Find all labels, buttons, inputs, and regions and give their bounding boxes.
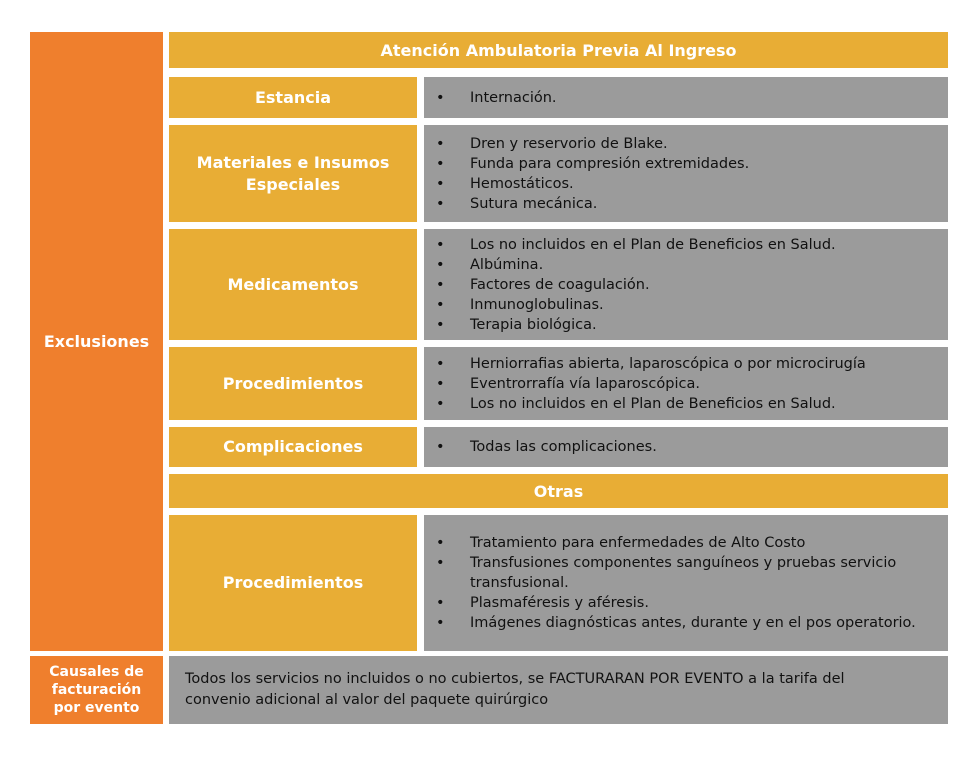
list-item: • Herniorrafias abierta, laparoscópica o por microcirugía (424, 354, 866, 374)
list-item: • Plasmaféresis y aféresis. (424, 593, 934, 613)
otras-header: Otras (169, 474, 948, 508)
list-item: • Todas las complicaciones. (424, 437, 657, 457)
table-header: Atención Ambulatoria Previa Al Ingreso (169, 32, 948, 68)
list-item: • Eventrorrafía vía laparoscópica. (424, 374, 866, 394)
billing-note: Todos los servicios no incluidos o no cubiertos, se FACTURARAN POR EVENTO a la tarifa del convenio adicional al valor del paquete quirúrgico (169, 656, 948, 724)
section-label-estancia: Estancia (169, 77, 417, 118)
section-items-materiales (424, 125, 948, 222)
list-item: • Tratamiento para enfermedades de Alto Costo (424, 533, 934, 553)
exclusions-label: Exclusiones (30, 32, 163, 651)
section-label-medicamentos: Medicamentos (169, 229, 417, 340)
list-item: • Funda para compresión extremidades. (424, 154, 749, 174)
section-items-medicamentos (424, 229, 948, 340)
section-items-estancia (424, 77, 948, 118)
list-item: • Los no incluidos en el Plan de Beneficios en Salud. (424, 235, 836, 255)
section-label-complicaciones: Complicaciones (169, 427, 417, 467)
list-item: • Los no incluidos en el Plan de Beneficios en Salud. (424, 394, 866, 414)
billing-causes-label: Causales de facturación por evento (30, 656, 163, 724)
list-item: • Transfusiones componentes sanguíneos y pruebas servicio transfusional. (424, 553, 934, 593)
section-label-procedimientos: Procedimientos (169, 347, 417, 420)
section-items-otras (424, 515, 948, 651)
section-items-complicaciones (424, 427, 948, 467)
section-label-materiales: Materiales e Insumos Especiales (169, 125, 417, 222)
section-label-otras-procedimientos: Procedimientos (169, 515, 417, 651)
list-item: • Factores de coagulación. (424, 275, 836, 295)
list-item: • Imágenes diagnósticas antes, durante y en el pos operatorio. (424, 613, 934, 633)
list-item: • Sutura mecánica. (424, 194, 749, 214)
list-item: • Dren y reservorio de Blake. (424, 134, 749, 154)
list-item: • Terapia biológica. (424, 315, 836, 335)
list-item: • Inmunoglobulinas. (424, 295, 836, 315)
list-item: • Albúmina. (424, 255, 836, 275)
section-items-procedimientos (424, 347, 948, 420)
list-item: • Internación. (424, 88, 557, 108)
list-item: • Hemostáticos. (424, 174, 749, 194)
